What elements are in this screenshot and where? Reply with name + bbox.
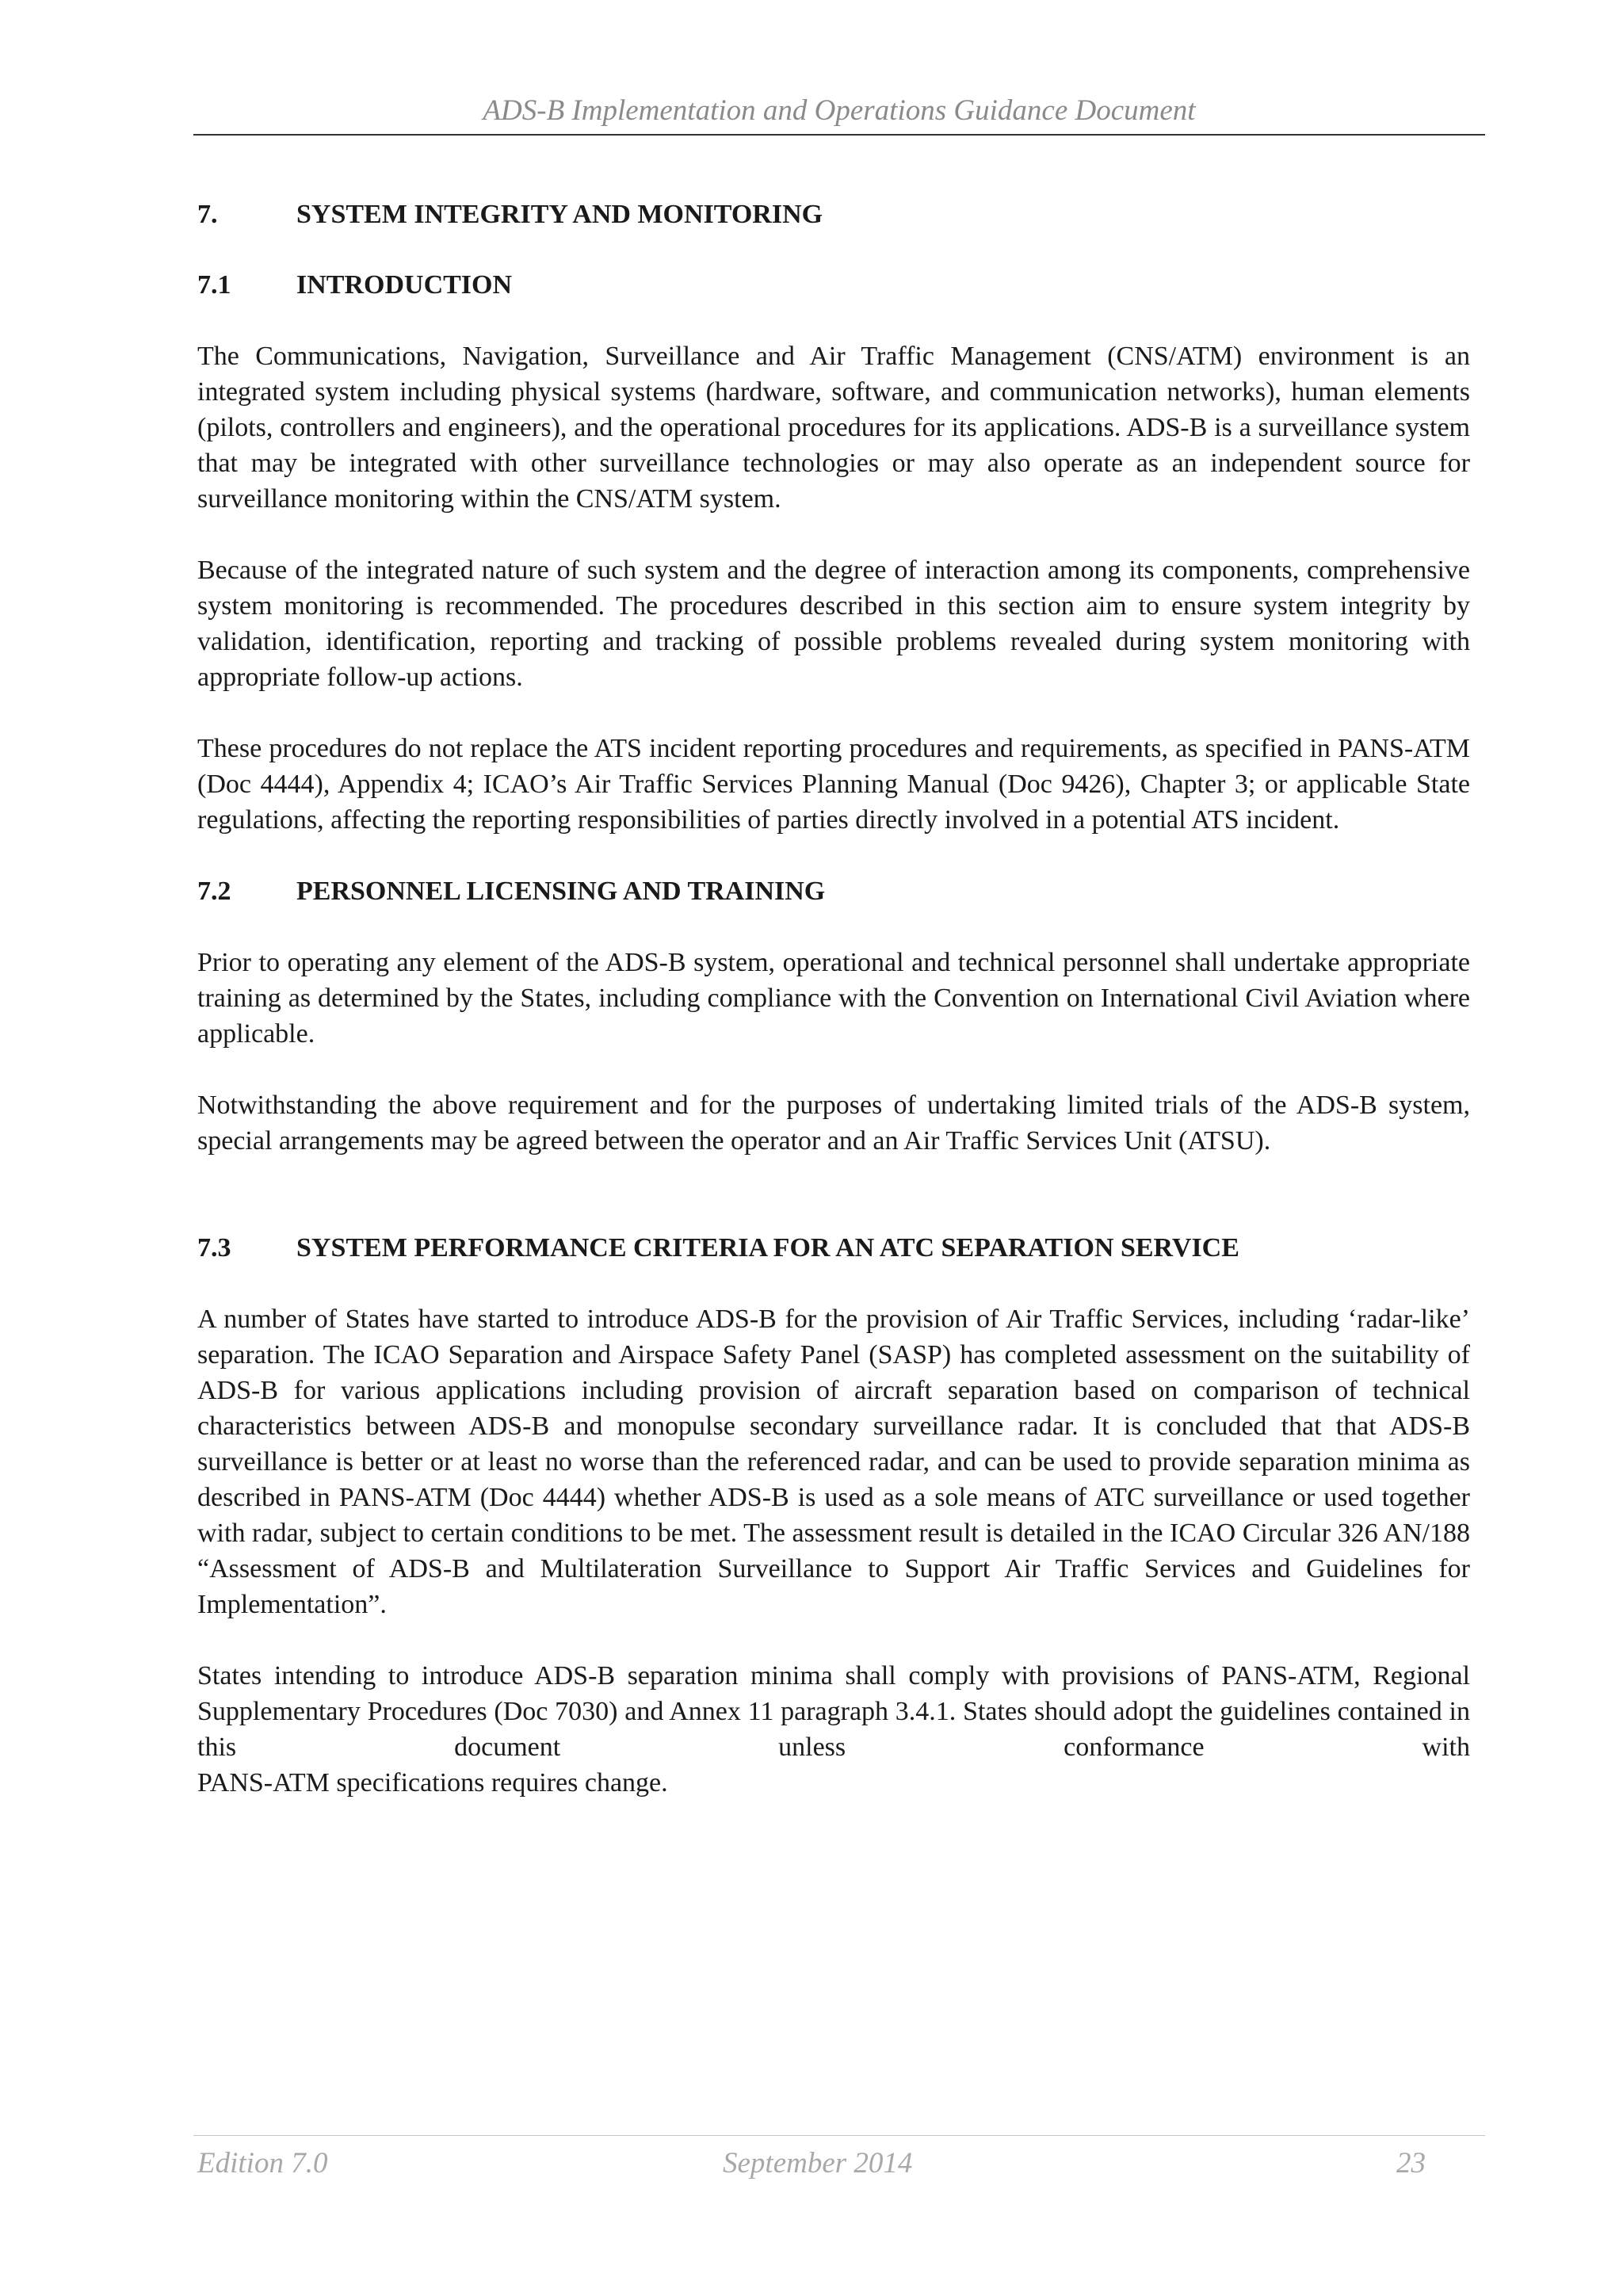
- header-rule: [193, 134, 1485, 136]
- section-number: 7.: [197, 200, 218, 229]
- section-title: SYSTEM INTEGRITY AND MONITORING: [296, 200, 823, 229]
- footer-rule: [193, 2135, 1485, 2136]
- paragraph: Prior to operating any element of the ADS-B system, operational and technical personnel shall undertake appropriate training as determined by the States, including compliance with the Convention on International Civil Aviation where applicable.: [197, 948, 1470, 1049]
- document-body: [197, 197, 1470, 1801]
- paragraph: Because of the integrated nature of such system and the degree of interaction among its components, comprehensive system monitoring is recommended. The procedures described in this section aim to ensure system integrity by validation, identification, reporting and tracking of possible problems revealed during system monitoring with appropriate follow-up actions.: [197, 556, 1470, 692]
- paragraph: [197, 1658, 1470, 1801]
- paragraph: These procedures do not replace the ATS incident reporting procedures and requirements, as specified in PANS-ATM (Doc 4444), Appendix 4; ICAO’s Air Traffic Services Planning Manual (Doc 9426), Chapter 3; or applicable State regulations, affecting the reporting responsibilities of parties directly involved in a potential ATS incident.: [197, 734, 1470, 835]
- section-7-heading: [197, 197, 1470, 232]
- paragraph: A number of States have started to introduce ADS-B for the provision of Air Traffic Services, including ‘radar-like’ separation. The ICAO Separation and Airspace Safety Panel (SASP) has completed assessment on the suitability of ADS-B for various applications including provision of aircraft separation based on comparison of technical characteristics between ADS-B and monopulse secondary surveillance radar. It is concluded that that ADS-B surveillance is better or at least no worse than the referenced radar, and can be used to provide separation minima as described in PANS-ATM (Doc 4444) whether ADS-B is used as a sole means of ATC surveillance or used together with radar, subject to certain conditions to be met. The assessment result is detailed in the ICAO Circular 326 AN/188 “Assessment of ADS-B and Multilateration Surveillance to Support Air Traffic Services and Guidelines for Implementation”.: [197, 1305, 1470, 1619]
- section-7-1-heading: [197, 267, 1470, 303]
- section-title: SYSTEM PERFORMANCE CRITERIA FOR AN ATC SEPARATION SERVICE: [296, 1233, 1239, 1263]
- section-title: PERSONNEL LICENSING AND TRAINING: [296, 877, 826, 906]
- section-number: 7.3: [197, 1233, 231, 1263]
- paragraph: Notwithstanding the above requirement and for the purposes of undertaking limited trials of the ADS-B system, special arrangements may be agreed between the operator and an Air Traffic Services Unit (ATSU).: [197, 1091, 1470, 1156]
- footer-date: September 2014: [723, 2147, 913, 2179]
- section-number: 7.2: [197, 877, 231, 906]
- running-header: ADS-B Implementation and Operations Guidance Document: [483, 94, 1196, 127]
- paragraph-last-line: PANS-ATM specifications requires change.: [197, 1768, 668, 1797]
- footer-edition: Edition 7.0: [197, 2147, 328, 2179]
- paragraph: The Communications, Navigation, Surveillance and Air Traffic Management (CNS/ATM) environment is an integrated system including physical systems (hardware, software, and communication networks), human elements (pilots, controllers and engineers), and the operational procedures for its applications. ADS-B is a surveillance system that may be integrated with other surveillance technologies or may also operate as an independent source for surveillance monitoring within the CNS/ATM system.: [197, 342, 1470, 514]
- section-number: 7.1: [197, 270, 231, 300]
- section-7-3-heading: [197, 1230, 1470, 1266]
- page-number: 23: [1396, 2147, 1426, 2179]
- section-title: INTRODUCTION: [296, 270, 513, 300]
- paragraph-justified-part: States intending to introduce ADS-B separation minima shall comply with provisions of PANS-ATM, Regional Supplementary Procedures (Doc 7030) and Annex 11 paragraph 3.4.1. States should adopt the guidelines contained in this document unless conformance with: [197, 1661, 1470, 1762]
- section-7-2-heading: [197, 873, 1470, 909]
